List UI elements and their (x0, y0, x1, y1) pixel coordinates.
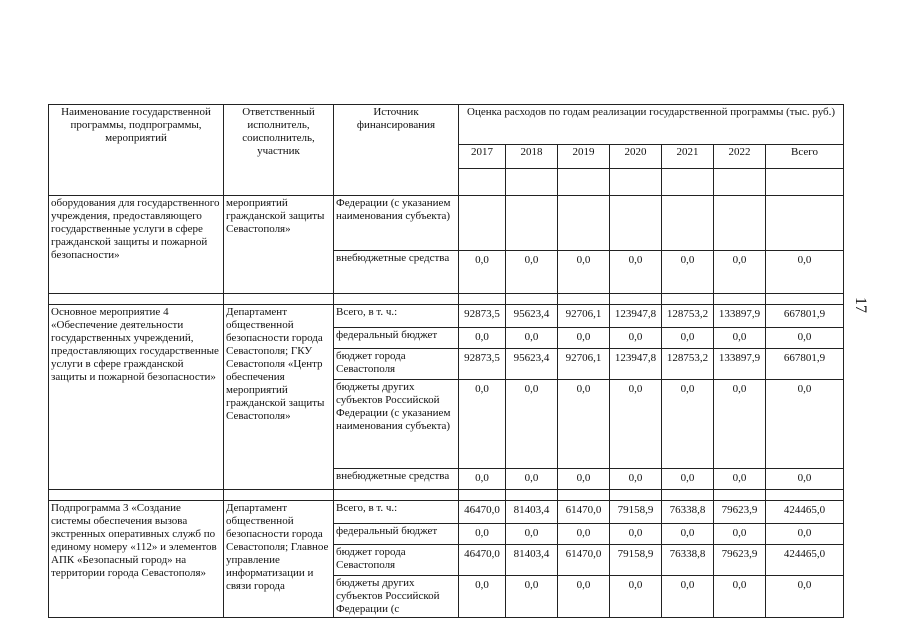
program-name-cell: Подпрограмма 3 «Создание системы обеспечения вызова экстренных оперативных служб по единому номеру «112» и элементов АПК «Безопасный город» на территории города Севастополя» (49, 501, 224, 618)
value-cell: 0,0 (506, 328, 558, 349)
value-cell (558, 196, 610, 251)
page-number: 17 (852, 297, 869, 313)
value-cell (714, 196, 766, 251)
value-cell: 95623,4 (506, 349, 558, 380)
value-cell: 92873,5 (459, 305, 506, 328)
value-cell: 95623,4 (506, 305, 558, 328)
value-cell: 0,0 (714, 328, 766, 349)
value-cell: 133897,9 (714, 349, 766, 380)
header-estimate: Оценка расходов по годам реализации государственной программы (тыс. руб.) (459, 105, 844, 145)
value-cell: 79623,9 (714, 501, 766, 524)
value-cell: 0,0 (558, 251, 610, 294)
value-cell: 92706,1 (558, 349, 610, 380)
value-cell: 123947,8 (610, 349, 662, 380)
header-year: 2019 (558, 144, 610, 169)
value-cell: 79158,9 (610, 501, 662, 524)
value-cell: 0,0 (662, 380, 714, 469)
value-cell: 0,0 (459, 380, 506, 469)
source-cell: бюджет города Севастополя (334, 545, 459, 576)
value-cell: 0,0 (459, 469, 506, 490)
responsible-cell: Департамент общественной безопасности города Севастополя; Главное управление информатизации и связи города (224, 501, 334, 618)
header-source: Источник финансирования (334, 105, 459, 196)
value-cell: 0,0 (558, 576, 610, 618)
total-cell: 667801,9 (766, 305, 844, 328)
total-cell: 0,0 (766, 524, 844, 545)
value-cell: 0,0 (610, 328, 662, 349)
value-cell: 0,0 (506, 380, 558, 469)
value-cell: 0,0 (610, 251, 662, 294)
value-cell: 0,0 (506, 469, 558, 490)
value-cell: 128753,2 (662, 349, 714, 380)
value-cell: 0,0 (558, 469, 610, 490)
source-cell: бюджеты других субъектов Российской Федерации (с (334, 576, 459, 618)
value-cell: 133897,9 (714, 305, 766, 328)
table-header (49, 105, 844, 196)
table-row (49, 305, 844, 328)
value-cell: 0,0 (662, 328, 714, 349)
value-cell (662, 196, 714, 251)
value-cell: 0,0 (558, 524, 610, 545)
total-cell: 424465,0 (766, 501, 844, 524)
value-cell: 0,0 (506, 251, 558, 294)
value-cell: 46470,0 (459, 501, 506, 524)
total-cell: 424465,0 (766, 545, 844, 576)
responsible-cell: мероприятий гражданской защиты Севастополя» (224, 196, 334, 294)
header-year: 2022 (714, 144, 766, 169)
source-cell: внебюджетные средства (334, 251, 459, 294)
value-cell: 0,0 (558, 380, 610, 469)
total-cell (766, 196, 844, 251)
header-year: 2021 (662, 144, 714, 169)
value-cell: 79623,9 (714, 545, 766, 576)
value-cell: 79158,9 (610, 545, 662, 576)
value-cell: 0,0 (662, 251, 714, 294)
value-cell (459, 196, 506, 251)
value-cell: 0,0 (662, 469, 714, 490)
value-cell: 0,0 (459, 576, 506, 618)
value-cell: 0,0 (610, 380, 662, 469)
header-responsible: Ответственный исполнитель, соисполнитель, участник (224, 105, 334, 196)
value-cell: 0,0 (459, 524, 506, 545)
value-cell: 0,0 (662, 524, 714, 545)
program-name-cell: Основное мероприятие 4 «Обеспечение деятельности государственных учреждений, предоставляющих государственные услуги в сфере гражданской защиты и пожарной безопасности» (49, 305, 224, 490)
value-cell: 128753,2 (662, 305, 714, 328)
table-row (49, 196, 844, 251)
value-cell: 0,0 (558, 328, 610, 349)
source-cell: бюджеты других субъектов Российской Федерации (с указанием наименования субъекта) (334, 380, 459, 469)
header-name: Наименование государственной программы, подпрограммы, мероприятий (49, 105, 224, 196)
value-cell (506, 196, 558, 251)
total-cell: 0,0 (766, 251, 844, 294)
value-cell: 0,0 (714, 469, 766, 490)
value-cell: 0,0 (459, 328, 506, 349)
value-cell (610, 196, 662, 251)
value-cell: 0,0 (610, 576, 662, 618)
value-cell: 0,0 (714, 380, 766, 469)
header-total: Всего (766, 144, 844, 169)
source-cell: Всего, в т. ч.: (334, 501, 459, 524)
program-name-cell: оборудования для государственного учреждения, предоставляющего государственные услуги в сфере гражданской защиты и пожарной безопасности» (49, 196, 224, 294)
value-cell: 0,0 (714, 251, 766, 294)
value-cell: 123947,8 (610, 305, 662, 328)
source-cell: бюджет города Севастополя (334, 349, 459, 380)
value-cell: 0,0 (714, 524, 766, 545)
value-cell: 61470,0 (558, 501, 610, 524)
total-cell: 0,0 (766, 328, 844, 349)
value-cell: 0,0 (610, 469, 662, 490)
total-cell: 0,0 (766, 469, 844, 490)
value-cell: 0,0 (662, 576, 714, 618)
value-cell: 46470,0 (459, 545, 506, 576)
source-cell: Всего, в т. ч.: (334, 305, 459, 328)
header-year: 2020 (610, 144, 662, 169)
value-cell: 76338,8 (662, 501, 714, 524)
value-cell: 81403,4 (506, 545, 558, 576)
value-cell: 92873,5 (459, 349, 506, 380)
budget-table (48, 104, 844, 618)
value-cell: 61470,0 (558, 545, 610, 576)
value-cell: 0,0 (459, 251, 506, 294)
source-cell: федеральный бюджет (334, 328, 459, 349)
value-cell: 0,0 (714, 576, 766, 618)
value-cell: 0,0 (506, 524, 558, 545)
table-body (49, 196, 844, 618)
value-cell: 92706,1 (558, 305, 610, 328)
table-row (49, 501, 844, 524)
value-cell: 0,0 (610, 524, 662, 545)
total-cell: 0,0 (766, 576, 844, 618)
header-year: 2017 (459, 144, 506, 169)
total-cell: 0,0 (766, 380, 844, 469)
header-year: 2018 (506, 144, 558, 169)
value-cell: 81403,4 (506, 501, 558, 524)
total-cell: 667801,9 (766, 349, 844, 380)
responsible-cell: Департамент общественной безопасности города Севастополя; ГКУ Севастополя «Центр обеспечения мероприятий гражданской защиты Севастополя» (224, 305, 334, 490)
source-cell: федеральный бюджет (334, 524, 459, 545)
source-cell: внебюджетные средства (334, 469, 459, 490)
value-cell: 0,0 (506, 576, 558, 618)
source-cell: Федерации (с указанием наименования субъекта) (334, 196, 459, 251)
value-cell: 76338,8 (662, 545, 714, 576)
